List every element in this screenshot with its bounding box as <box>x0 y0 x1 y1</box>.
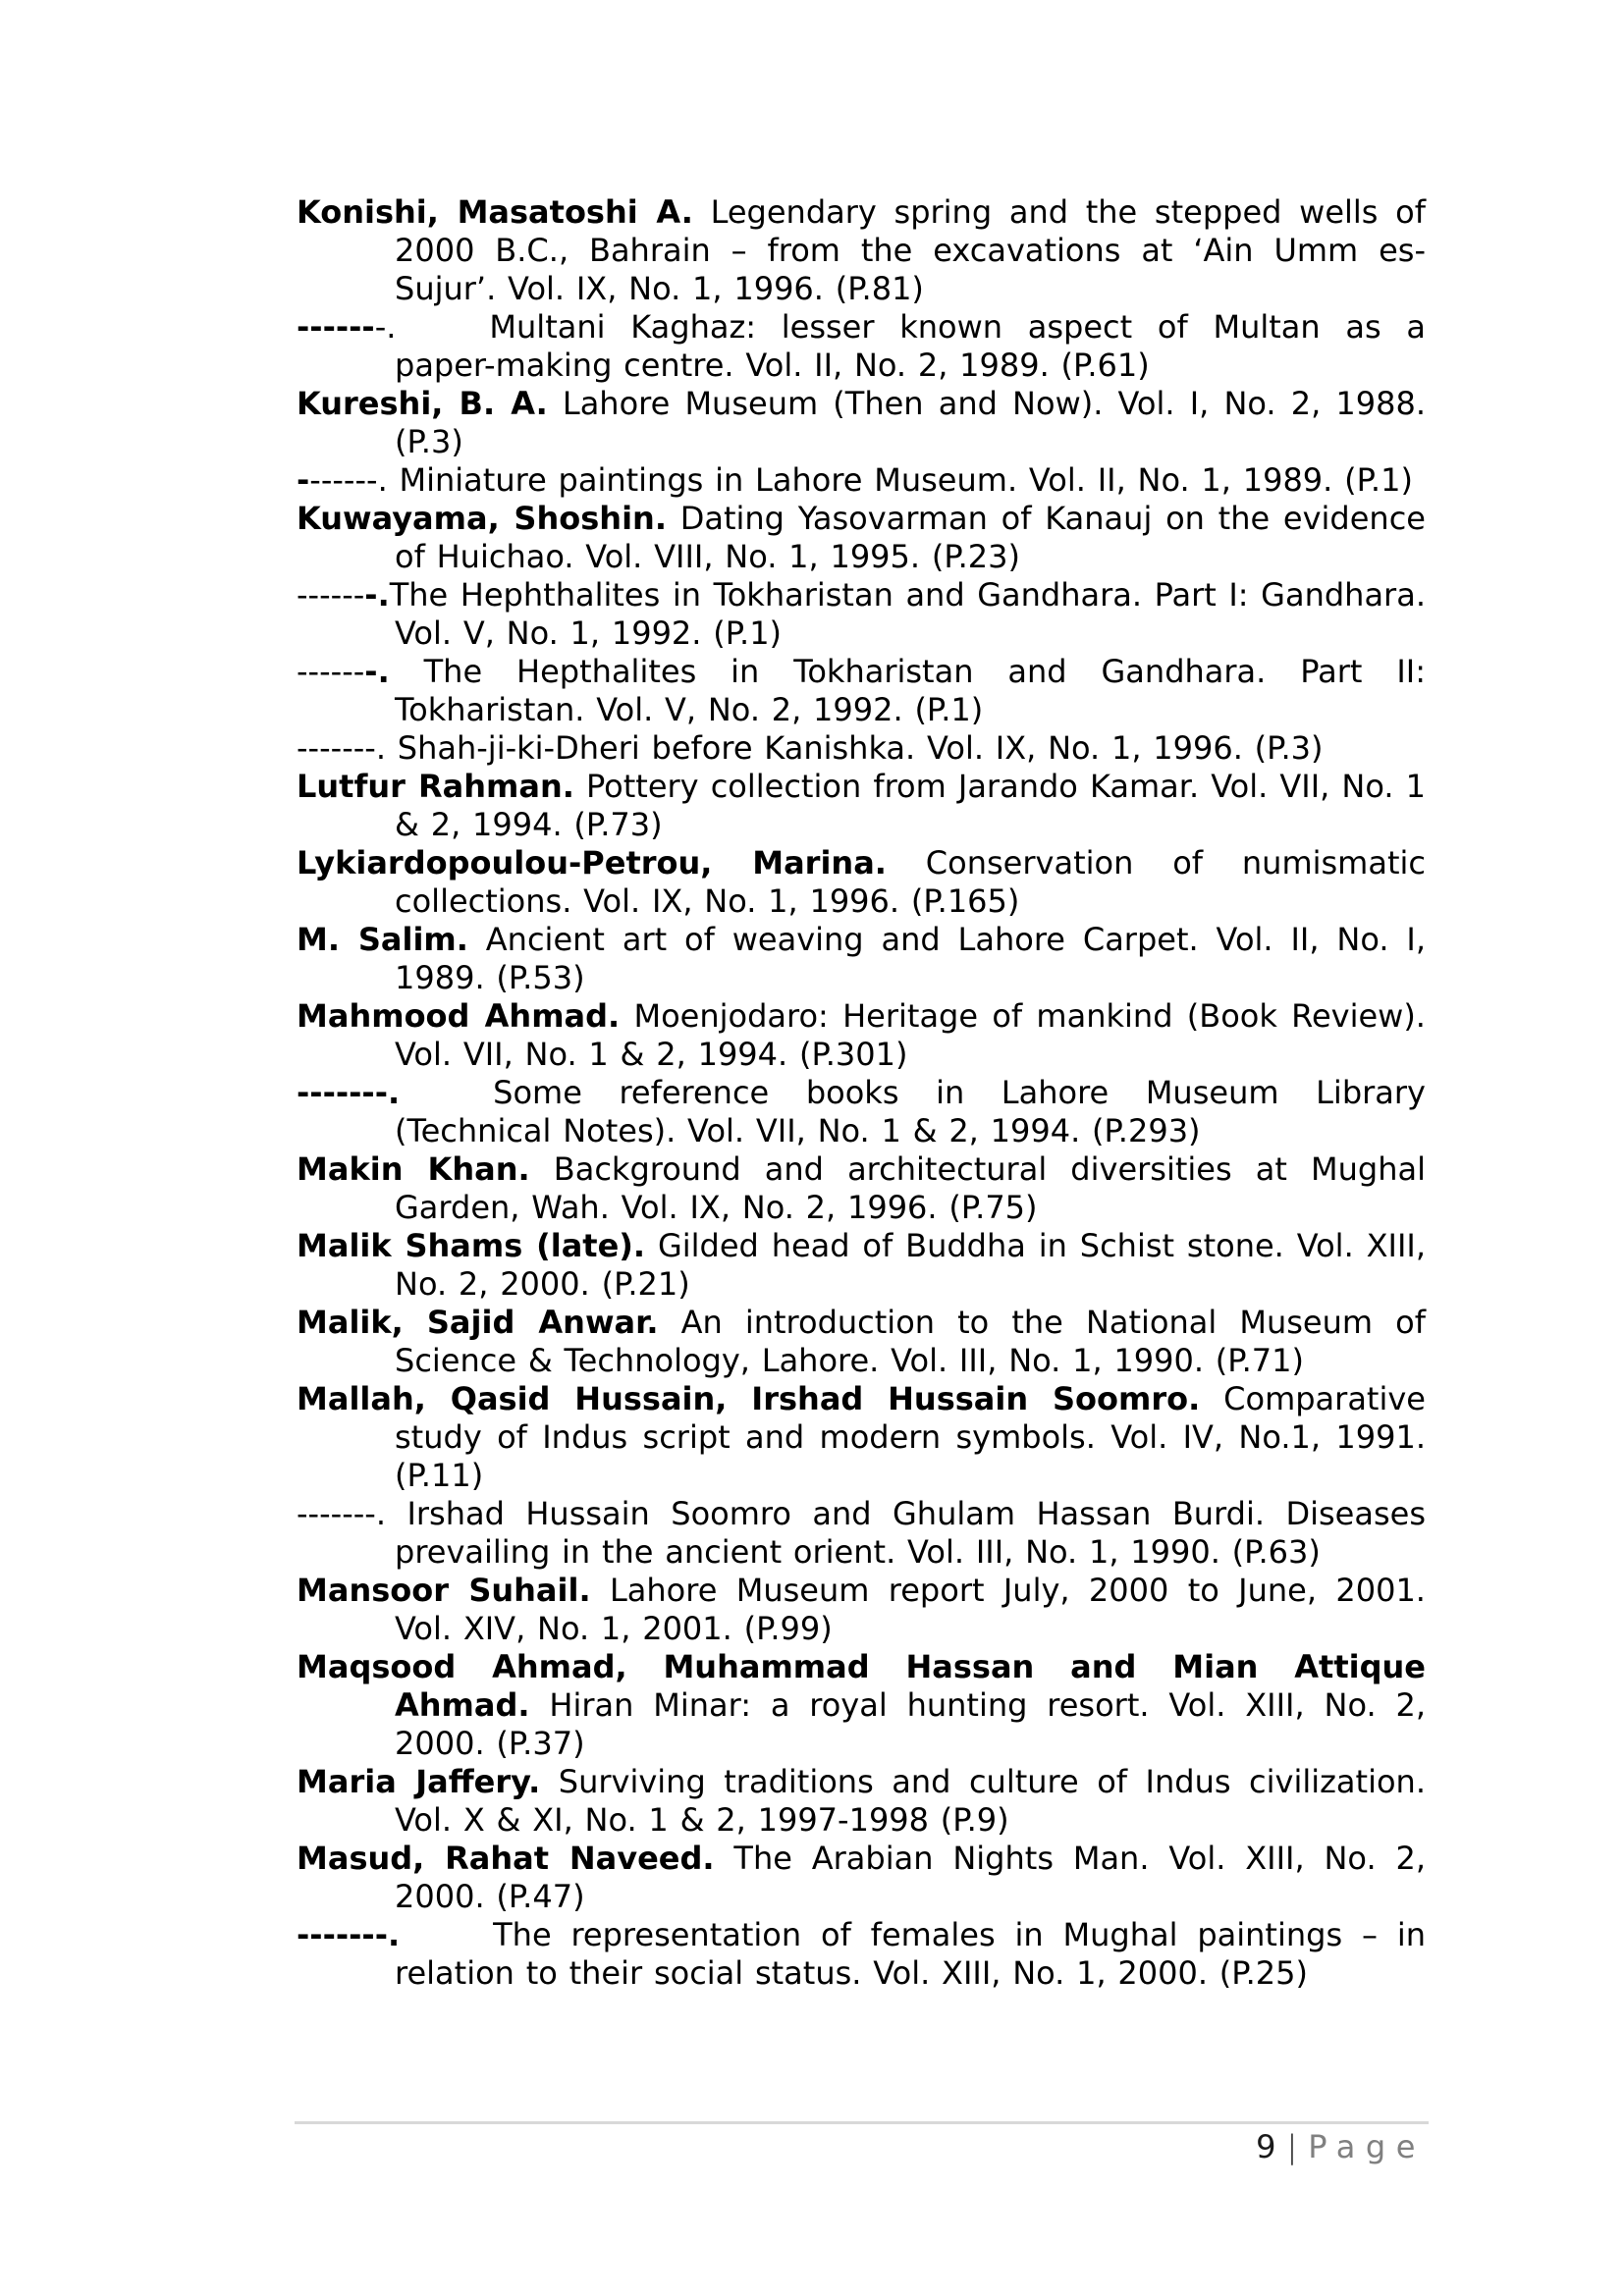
entry-text: Multani Kaghaz: lesser known aspect of Multan as a paper-making centre. Vol. II, No. 2, 1989. (P.61) <box>395 308 1426 384</box>
entry-author: Mansoor Suhail. <box>297 1572 591 1609</box>
entry-dash-prefix: ------ <box>297 653 365 690</box>
bibliography-entry <box>297 844 1426 921</box>
bibliography-entry <box>297 193 1426 308</box>
bibliography-entry <box>297 921 1426 997</box>
entry-dash-prefix: -------. <box>297 1916 401 1953</box>
entry-text: Legendary spring and the stepped wells of 2000 B.C., Bahrain – from the excavations at ‘Ain Umm es-Sujur’. Vol. IX, No. 1, 1996. (P.81) <box>395 193 1426 307</box>
entry-text: Some reference books in Lahore Museum Library (Technical Notes). Vol. VII, No. 1 & 2, 1994. (P.293) <box>395 1074 1426 1149</box>
entry-dash-prefix: -. <box>364 653 390 690</box>
entry-author: Lykiardopoulou-Petrou, Marina. <box>297 844 887 881</box>
footer-separator: | <box>1286 2128 1298 2165</box>
tab-gap <box>396 337 489 338</box>
entry-author: Lutfur Rahman. <box>297 768 574 805</box>
entry-author: M. Salim. <box>297 921 468 958</box>
bibliography-entry <box>297 1840 1426 1916</box>
entry-text: -------. Irshad Hussain Soomro and Ghulam Hassan Burdi. Diseases prevailing in the ancient orient. Vol. III, No. 1, 1990. (P.63) <box>297 1495 1426 1571</box>
entry-text: Background and architectural diversities at Mughal Garden, Wah. Vol. IX, No. 2, 1996. (P.75) <box>395 1150 1426 1226</box>
bibliography-entry <box>297 500 1426 576</box>
entry-author: Masud, Rahat Naveed. <box>297 1840 715 1877</box>
entry-author: Maria Jaffery. <box>297 1763 541 1800</box>
entry-author: Mahmood Ahmad. <box>297 997 621 1035</box>
entry-text: Hiran Minar: a royal hunting resort. Vol. XIII, No. 2, 2000. (P.37) <box>395 1686 1426 1762</box>
bibliography-list <box>297 193 1426 1993</box>
entry-text: Gilded head of Buddha in Schist stone. Vol. XIII, No. 2, 2000. (P.21) <box>395 1227 1427 1303</box>
entry-author: Malik Shams (late). <box>297 1227 646 1264</box>
entry-text: Moenjodaro: Heritage of mankind (Book Review). Vol. VII, No. 1 & 2, 1994. (P.301) <box>395 997 1426 1073</box>
entry-text: Pottery collection from Jarando Kamar. Vol. VII, No. 1 & 2, 1994. (P.73) <box>395 768 1426 843</box>
tab-gap <box>400 1945 493 1946</box>
entry-text: The Arabian Nights Man. Vol. XIII, No. 2, 2000. (P.47) <box>395 1840 1426 1915</box>
footer-page-label: Page <box>1308 2128 1426 2165</box>
entry-text: Surviving traditions and culture of Indus civilization. Vol. X & XI, No. 1 & 2, 1997-1998 (P.9) <box>395 1763 1426 1839</box>
entry-dash-prefix: -. <box>364 576 390 614</box>
bibliography-entry <box>297 1150 1426 1227</box>
entry-author: Mallah, Qasid Hussain, Irshad Hussain Soomro. <box>297 1380 1201 1417</box>
bibliography-entry <box>297 1074 1426 1150</box>
page-footer <box>295 2128 1426 2166</box>
bibliography-entry <box>297 997 1426 1074</box>
entry-author: Maqsood Ahmad, Muhammad Hassan and Mian Attique Ahmad. <box>297 1648 1426 1724</box>
bibliography-entry <box>297 1227 1426 1304</box>
bibliography-entry <box>297 1304 1426 1380</box>
entry-author: Malik, Sajid Anwar. <box>297 1304 659 1341</box>
bibliography-entry <box>297 729 1426 768</box>
bibliography-entry <box>297 1763 1426 1840</box>
entry-author: Kureshi, B. A. <box>297 385 548 422</box>
bibliography-entry <box>297 576 1426 653</box>
bibliography-entry <box>297 768 1426 844</box>
entry-text: -------. Shah-ji-ki-Dheri before Kanishka. Vol. IX, No. 1, 1996. (P.3) <box>297 729 1324 767</box>
entry-text: Lahore Museum (Then and Now). Vol. I, No. 2, 1988. (P.3) <box>395 385 1427 460</box>
bibliography-entry <box>297 1380 1426 1495</box>
entry-text: Conservation of numismatic collections. Vol. IX, No. 1, 1996. (P.165) <box>395 844 1426 920</box>
entry-dash-prefix: -. <box>374 308 397 346</box>
footer-divider <box>295 2121 1429 2124</box>
entry-dash-prefix: ------ <box>297 576 365 614</box>
entry-text: The Hephthalites in Tokharistan and Gandhara. Part I: Gandhara. Vol. V, No. 1, 1992. (P.1) <box>389 576 1426 652</box>
entry-text: Ancient art of weaving and Lahore Carpet. Vol. II, No. I, 1989. (P.53) <box>395 921 1426 996</box>
bibliography-entry <box>297 308 1426 385</box>
entry-text: Comparative study of Indus script and modern symbols. Vol. IV, No.1, 1991. (P.11) <box>395 1380 1426 1494</box>
entry-text: The representation of females in Mughal paintings – in relation to their social status. Vol. XIII, No. 1, 2000. (P.25) <box>395 1916 1426 1992</box>
entry-dash-prefix: - <box>297 461 310 499</box>
entry-author: Konishi, Masatoshi A. <box>297 193 693 231</box>
entry-text: An introduction to the National Museum of Science & Technology, Lahore. Vol. III, No. 1, 1990. (P.71) <box>395 1304 1427 1379</box>
page-number: 9 <box>1256 2128 1276 2165</box>
entry-author: Kuwayama, Shoshin. <box>297 500 667 537</box>
entry-text: Dating Yasovarman of Kanauj on the evidence of Huichao. Vol. VIII, No. 1, 1995. (P.23) <box>395 500 1426 575</box>
bibliography-entry <box>297 461 1426 500</box>
entry-dash-prefix: ------ <box>297 308 375 346</box>
tab-gap <box>400 1102 493 1103</box>
bibliography-entry <box>297 385 1426 461</box>
entry-text: Lahore Museum report July, 2000 to June, 2001. Vol. XIV, No. 1, 2001. (P.99) <box>395 1572 1426 1647</box>
bibliography-entry <box>297 1916 1426 1993</box>
bibliography-entry <box>297 1495 1426 1572</box>
bibliography-entry <box>297 1648 1426 1763</box>
bibliography-entry <box>297 1572 1426 1648</box>
entry-dash-prefix: -------. <box>297 1074 401 1111</box>
entry-author: Makin Khan. <box>297 1150 530 1188</box>
entry-text: ------. Miniature paintings in Lahore Museum. Vol. II, No. 1, 1989. (P.1) <box>309 461 1413 499</box>
entry-text: The Hepthalites in Tokharistan and Gandhara. Part II: Tokharistan. Vol. V, No. 2, 1992. (P.1) <box>389 653 1426 728</box>
bibliography-entry <box>297 653 1426 729</box>
